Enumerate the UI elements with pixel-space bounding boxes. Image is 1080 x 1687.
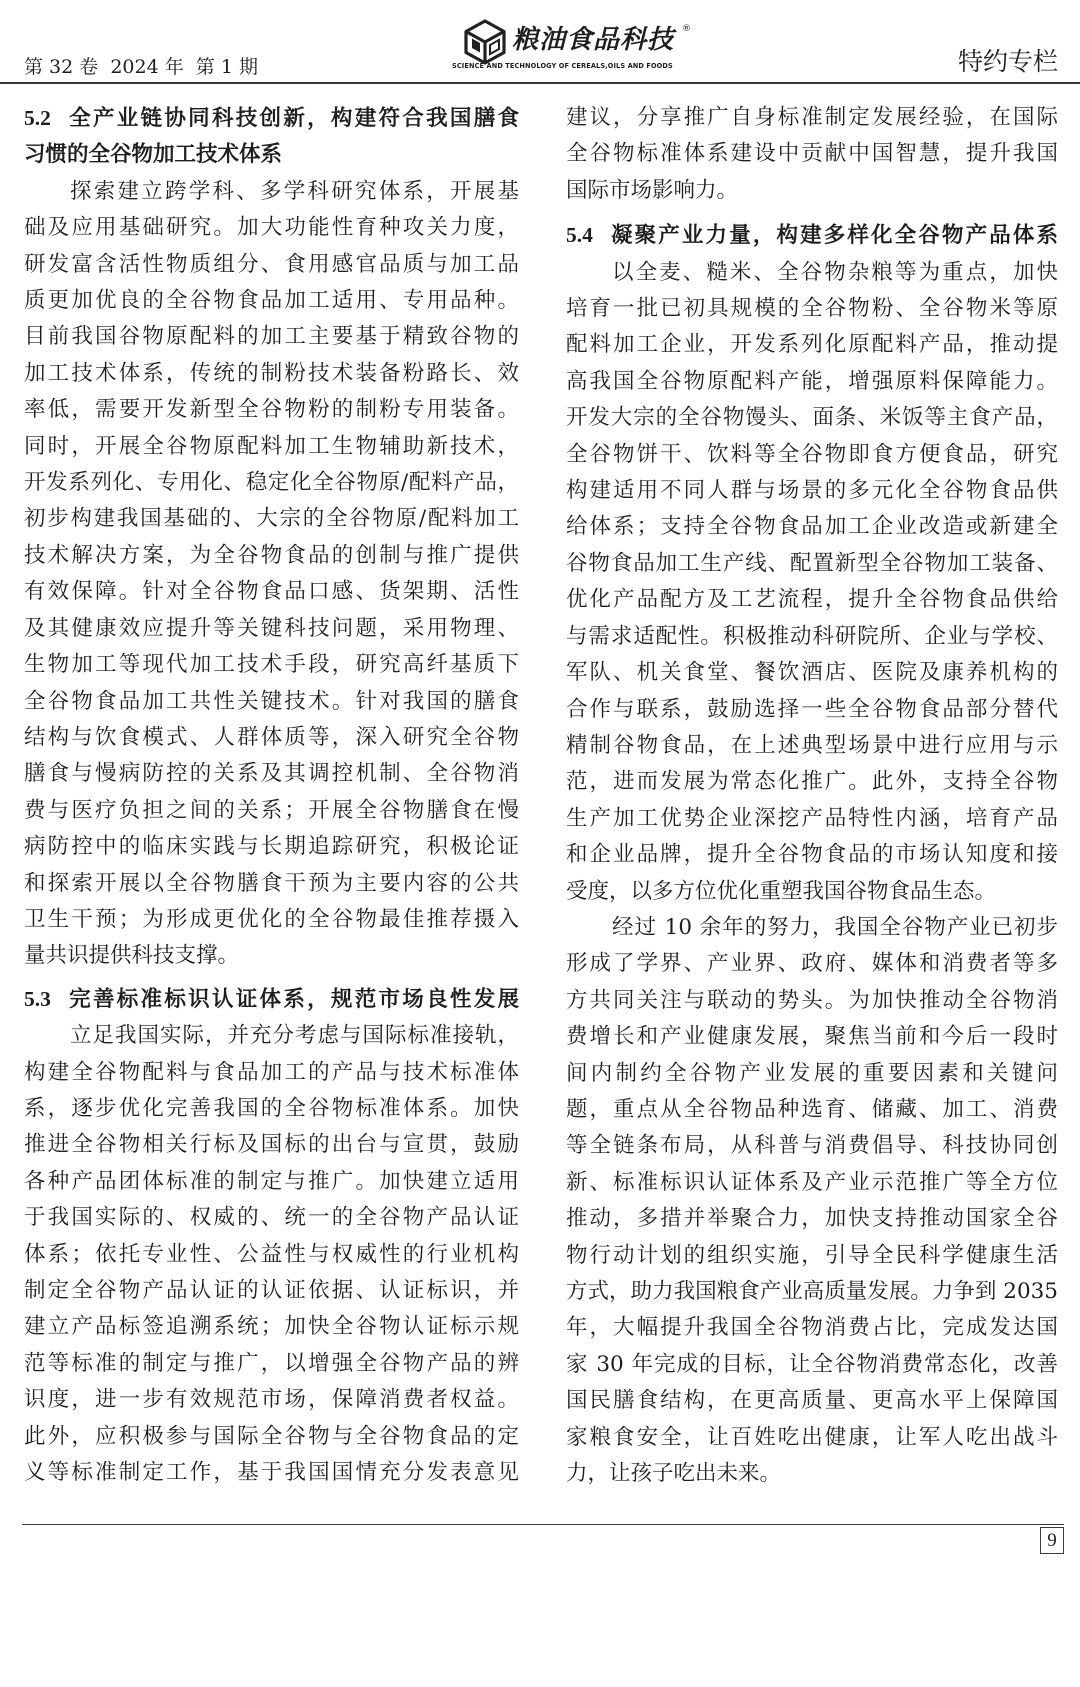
registered-mark: ®	[682, 24, 691, 34]
paragraph-line: 范等标准的制定与推广，以增强全谷物产品的辨	[24, 1350, 519, 1376]
paragraph-line: 构建全谷物配料与食品加工的产品与技术标准体	[24, 1059, 519, 1085]
paragraph-line: 和探索开展以全谷物膳食干预为主要内容的公共	[24, 870, 519, 896]
paragraph-line: 研发富含活性物质组分、食用感官品质与加工品	[24, 251, 519, 277]
paragraph-line: 卫生干预；为形成更优化的全谷物最佳推荐摄入	[24, 906, 519, 932]
paragraph-line: 及其健康效应提升等关键科技问题，采用物理、	[24, 615, 519, 641]
paragraph-line: 加工技术体系，传统的制粉技术装备粉路长、效	[24, 360, 519, 386]
paragraph-5-4-2	[566, 910, 1058, 1493]
paragraph-line: 国民膳食结构，在更高质量、更高水平上保障国	[566, 1388, 1058, 1414]
paragraph-5-3	[24, 1018, 519, 1491]
paragraph-line: 谷物食品加工生产线、配置新型全谷物加工装备、	[566, 550, 1058, 576]
paragraph-line: 推进全谷物相关行标及国标的出台与宣贯，鼓励	[24, 1132, 519, 1158]
paragraph-line: 初步构建我国基础的、大宗的全谷物原/配料加工	[24, 506, 519, 532]
paragraph-line: 识度，进一步有效规范市场，保障消费者权益。	[24, 1387, 519, 1413]
paragraph-line: 结构与饮食模式、人群体质等，深入研究全谷物	[24, 724, 519, 750]
paragraph-line: 物行动计划的组织实施，引导全民科学健康生活	[566, 1242, 1058, 1268]
paragraph-line: 开发大宗的全谷物馒头、面条、米饭等主食产品，	[566, 405, 1058, 431]
section-heading-5-2	[24, 100, 519, 174]
paragraph-line: 受度，以多方位优化重塑我国谷物食品生态。	[566, 878, 997, 904]
paragraph-line: 推动，多措并举聚合力，加快支持推动国家全谷	[566, 1206, 1058, 1232]
page-number: 9	[1040, 1527, 1064, 1554]
paragraph-line: 家 30 年完成的目标，让全谷物消费常态化，改善	[566, 1351, 1058, 1377]
journal-name-english: SCIENCE AND TECHNOLOGY OF CEREALS,OILS AND FOODS	[452, 62, 673, 70]
paragraph-line: 年，大幅提升我国全谷物消费占比，完成发达国	[566, 1315, 1058, 1341]
paragraph-line: 全谷物饼干、饮料等全谷物即食方便食品，研究	[566, 441, 1058, 467]
column-name: 特约专栏	[957, 47, 1058, 76]
section-title: 凝聚产业力量，构建多样化全谷物产品体系	[608, 223, 1058, 249]
section-title: 完善标准标识认证体系，规范市场良性发展	[66, 986, 519, 1012]
paragraph-line: 同时，开展全谷物原配料加工生物辅助新技术，	[24, 433, 519, 459]
paragraph-line: 体系；依托专业性、公益性与权威性的行业机构	[24, 1241, 519, 1267]
volume-issue: 第 32 卷 2024 年 第 1 期	[24, 56, 258, 78]
paragraph-line: 等全链条布局，从科普与消费倡导、科技协同创	[566, 1133, 1058, 1159]
paragraph-line: 题，重点从全谷物品种选育、储藏、加工、消费	[566, 1096, 1058, 1122]
heading-line	[566, 217, 1058, 254]
left-column	[24, 100, 519, 1491]
header-rule	[0, 82, 1080, 84]
paragraph-line: 各种产品团体标准的制定与推广。加快建立适用	[24, 1168, 519, 1194]
paragraph-line: 建议，分享推广自身标准制定发展经验，在国际	[566, 105, 1058, 130]
paragraph-line: 率低，需要开发新型全谷物粉的制粉专用装备。	[24, 397, 519, 423]
paragraph-line: 立足我国实际，并充分考虑与国际标准接轨，	[70, 1023, 519, 1049]
paragraph-line: 费与医疗负担之间的关系；开展全谷物膳食在慢	[24, 797, 519, 823]
paragraph-line: 开发系列化、专用化、稳定化全谷物原/配料产品，	[24, 470, 519, 496]
paragraph-line: 于我国实际的、权威的、统一的全谷物产品认证	[24, 1205, 519, 1231]
paragraph-line: 配料加工企业，开发系列化原配料产品，推动提	[566, 332, 1058, 358]
paragraph-line: 探索建立跨学科、多学科研究体系，开展基	[70, 178, 519, 204]
cube-logo-icon	[462, 18, 508, 66]
paragraph-5-2	[24, 174, 519, 975]
paragraph-line: 方式，助力我国粮食产业高质量发展。力争到 2035	[566, 1279, 1058, 1304]
paragraph-line: 以全麦、糙米、全谷物杂粮等为重点，加快	[612, 259, 1058, 285]
paragraph-line: 生产加工优势企业深挖产品特性内涵，培育产品	[566, 805, 1058, 831]
journal-name: 粮油食品科技	[512, 25, 675, 55]
section-number: 5.4	[566, 223, 593, 248]
paragraph-line: 经过 10 余年的努力，我国全谷物产业已初步	[612, 914, 1058, 940]
paragraph-line: 质更加优良的全谷物食品加工适用、专用品种。	[24, 288, 519, 314]
section-heading-5-3	[24, 981, 519, 1018]
heading-line: 习惯的全谷物加工技术体系	[24, 142, 283, 168]
paragraph-line: 与需求适配性。积极推动科研院所、企业与学校、	[566, 623, 1058, 649]
paragraph-5-3-continued	[566, 100, 1058, 209]
right-column	[566, 100, 1058, 1492]
paragraph-line: 高我国全谷物原配料产能，增强原料保障能力。	[566, 368, 1058, 394]
paragraph-line: 和企业品牌，提升全谷物食品的市场认知度和接	[566, 842, 1058, 868]
paragraph-line: 系，逐步优化完善我国的全谷物标准体系。加快	[24, 1095, 519, 1121]
paragraph-line: 制定全谷物产品认证的认证依据、认证标识，并	[24, 1278, 519, 1303]
paragraph-line: 国际市场影响力。	[566, 177, 739, 203]
paragraph-line: 军队、机关食堂、餐饮酒店、医院及康养机构的	[566, 660, 1058, 686]
paragraph-line: 给体系；支持全谷物食品加工企业改造或新建全	[566, 514, 1058, 540]
heading-line	[24, 100, 519, 137]
paragraph-line: 构建适用不同人群与场景的多元化全谷物食品供	[566, 478, 1058, 504]
paragraph-line: 费增长和产业健康发展，聚焦当前和今后一段时	[566, 1024, 1058, 1050]
paragraph-line: 优化产品配方及工艺流程，提升全谷物食品供给	[566, 587, 1058, 613]
paragraph-line: 力，让孩子吃出未来。	[566, 1461, 782, 1487]
paragraph-line: 合作与联系，鼓励选择一些全谷物食品部分替代	[566, 696, 1058, 722]
paragraph-line: 建立产品标签追溯系统；加快全谷物认证标示规	[24, 1314, 519, 1340]
section-number: 5.3	[24, 986, 51, 1011]
paragraph-line: 义等标准制定工作，基于我国国情充分发表意见	[24, 1460, 519, 1486]
paragraph-line: 形成了学界、产业界、政府、媒体和消费者等多	[566, 951, 1058, 977]
paragraph-line: 全谷物标准体系建设中贡献中国智慧，提升我国	[566, 141, 1058, 167]
paragraph-line: 有效保障。针对全谷物食品口感、货架期、活性	[24, 579, 519, 605]
paragraph-5-4-1	[566, 255, 1058, 910]
footer-rule	[22, 1524, 1064, 1525]
paragraph-line: 间内制约全谷物产业发展的重要因素和关键问	[566, 1060, 1058, 1086]
paragraph-line: 全谷物食品加工共性关键技术。针对我国的膳食	[24, 688, 519, 714]
paragraph-line: 病防控中的临床实践与长期追踪研究，积极论证	[24, 834, 519, 860]
paragraph-line: 膳食与慢病防控的关系及其调控机制、全谷物消	[24, 761, 519, 787]
paragraph-line: 量共识提供科技支撑。	[24, 943, 240, 969]
section-heading-5-4	[566, 217, 1058, 254]
paragraph-line: 精制谷物食品，在上述典型场景中进行应用与示	[566, 732, 1058, 758]
paragraph-line: 此外，应积极参与国际全谷物与全谷物食品的定	[24, 1423, 519, 1449]
paragraph-line: 范，进而发展为常态化推广。此外，支持全谷物	[566, 769, 1058, 795]
paragraph-line: 技术解决方案，为全谷物食品的创制与推广提供	[24, 542, 519, 568]
paragraph-line: 生物加工等现代加工技术手段，研究高纤基质下	[24, 652, 519, 678]
paragraph-line: 方共同关注与联动的势头。为加快推动全谷物消	[566, 987, 1058, 1013]
paragraph-line: 础及应用基础研究。加大功能性育种攻关力度，	[24, 215, 519, 241]
paragraph-line: 家粮食安全，让百姓吃出健康，让军人吃出战斗	[566, 1424, 1058, 1450]
paragraph-line: 培育一批已初具规模的全谷物粉、全谷物米等原	[566, 296, 1058, 322]
section-number: 5.2	[24, 106, 51, 130]
paragraph-line: 目前我国谷物原配料的加工主要基于精致谷物的	[24, 324, 519, 350]
heading-line	[24, 981, 519, 1018]
section-title: 全产业链协同科技创新，构建符合我国膳食	[66, 106, 519, 131]
paragraph-line: 新、标准标识认证体系及产业示范推广等全方位	[566, 1169, 1058, 1195]
